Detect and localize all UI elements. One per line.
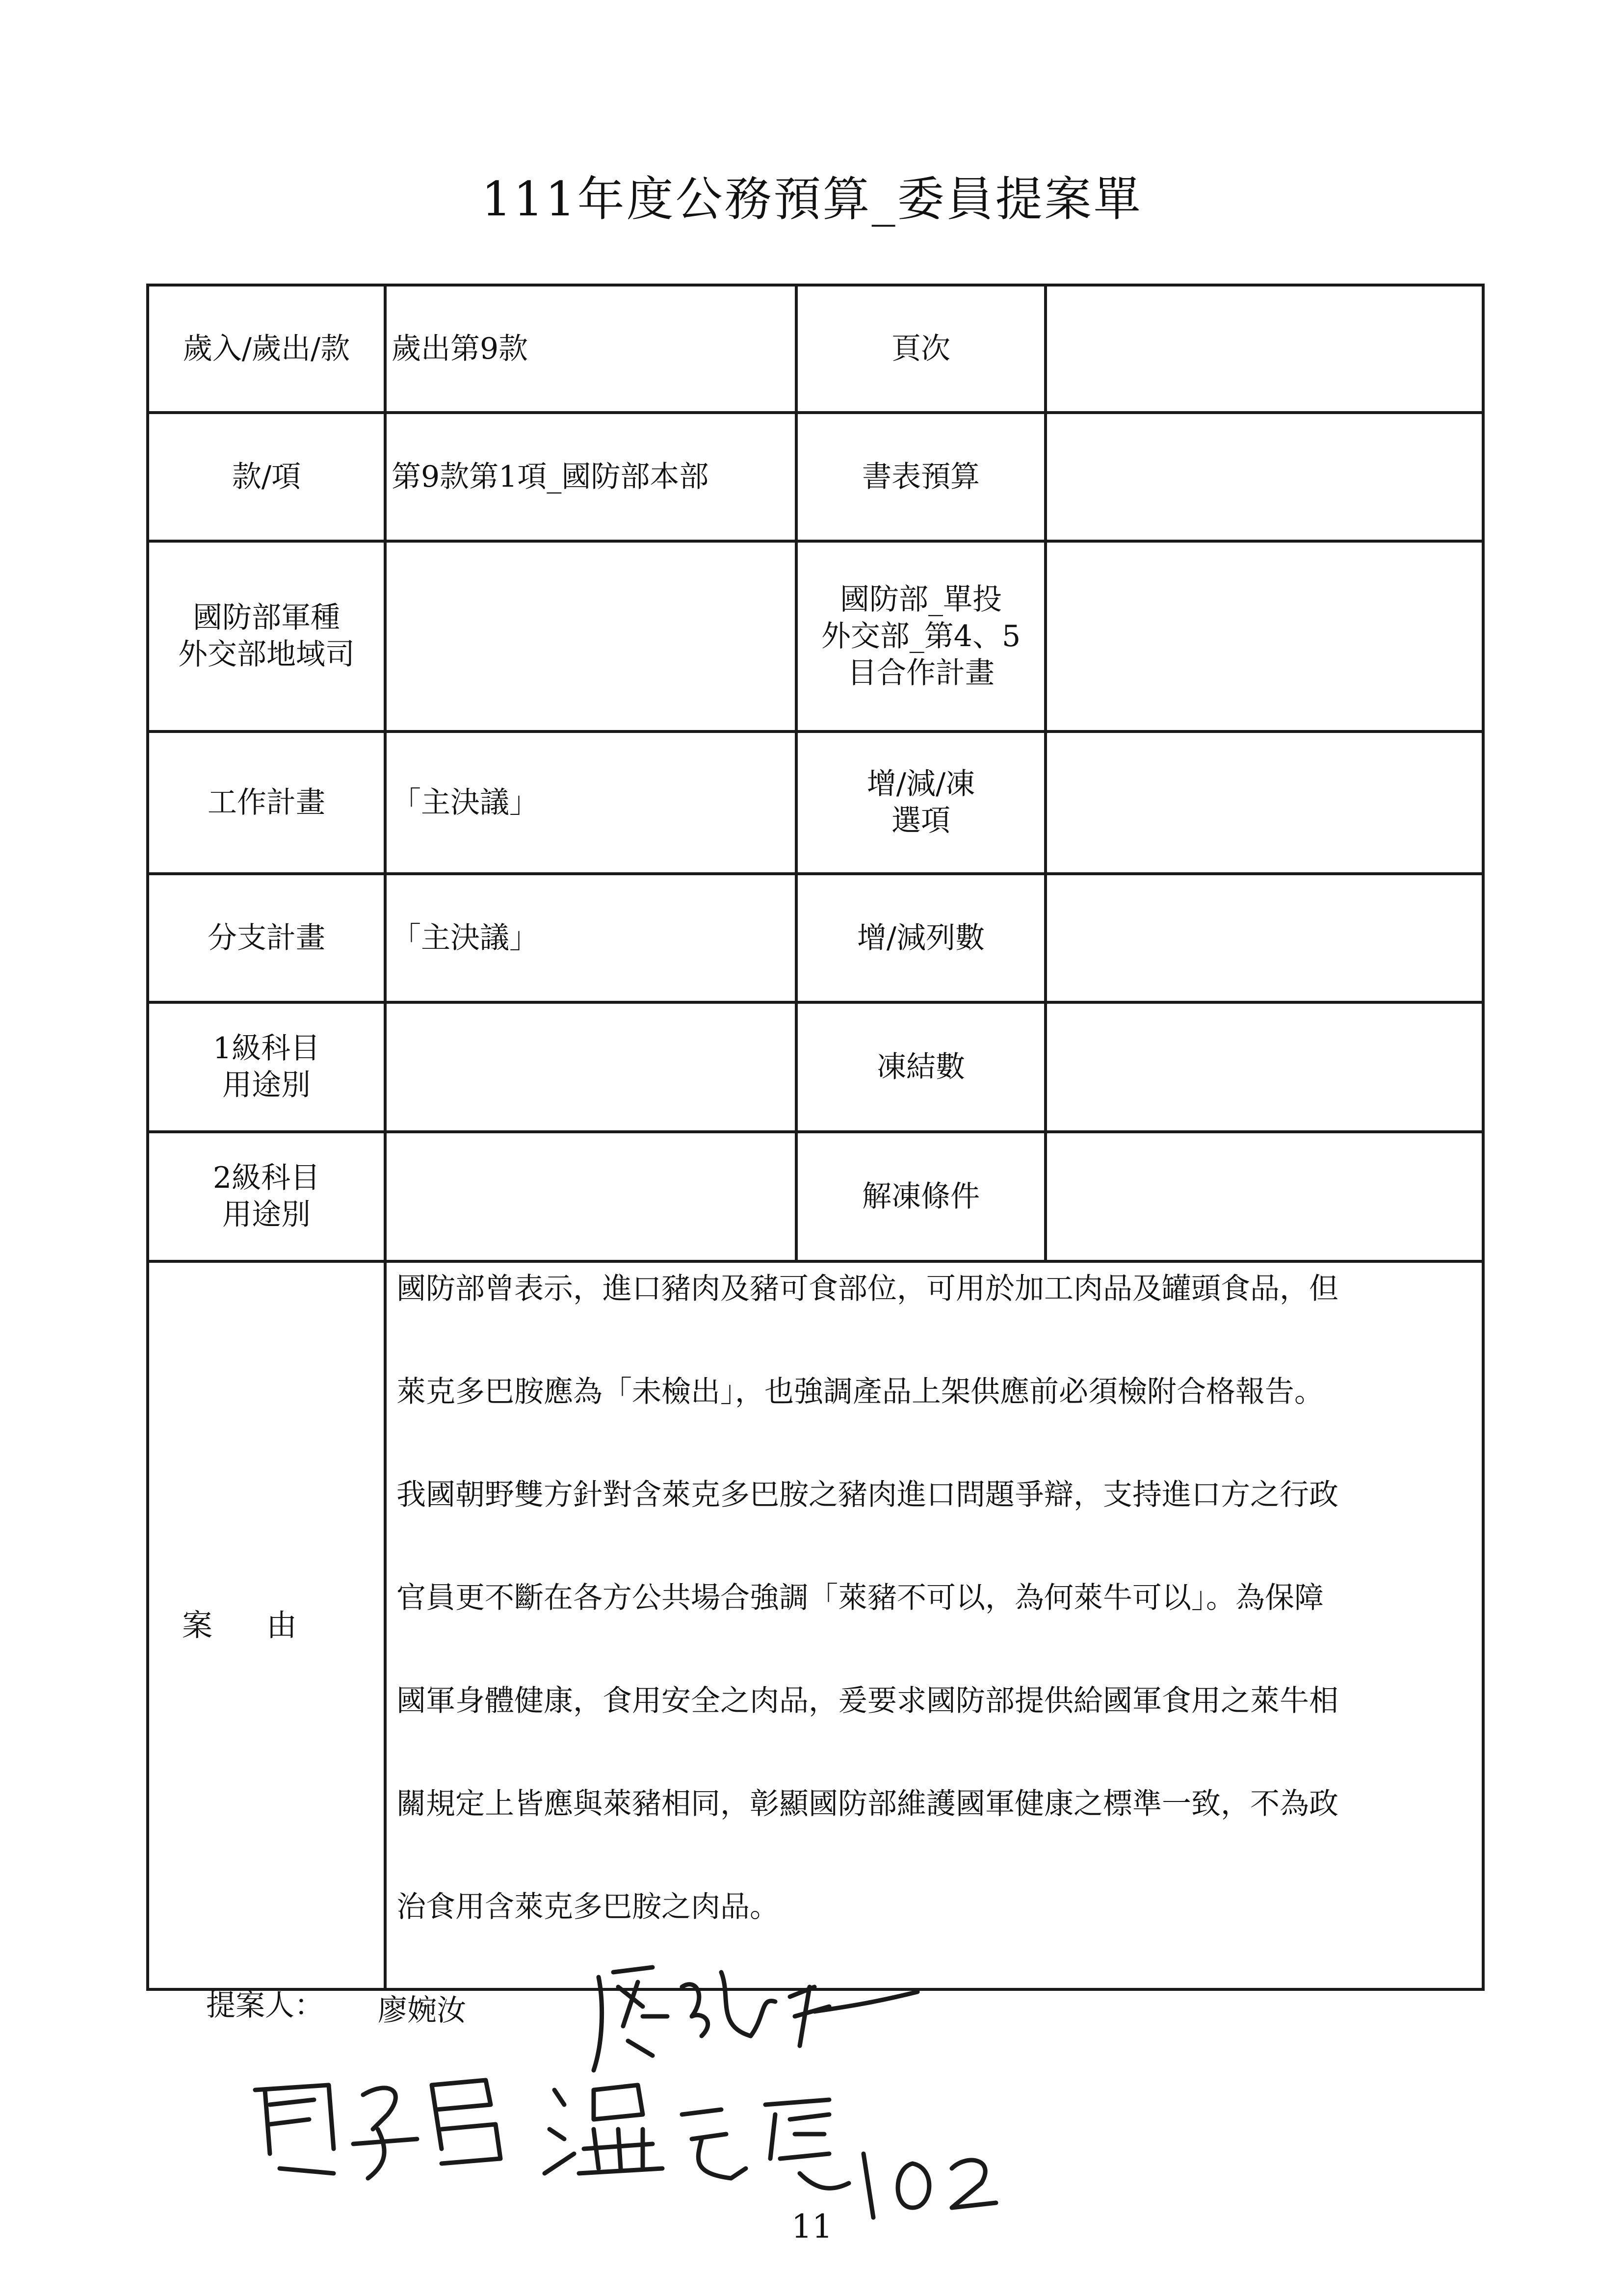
handwritten-signatures <box>211 1943 1124 2247</box>
row-work-plan <box>148 731 1483 874</box>
value-unit <box>385 541 796 731</box>
row-level2-account <box>148 1132 1483 1261</box>
reason-line: 國防部曾表示，進口豬肉及豬可食部位，可用於加工肉品及罐頭食品，但 <box>396 1272 1338 1306</box>
row-unit <box>148 541 1483 731</box>
label-adjust-option <box>796 731 1046 874</box>
value-work-plan: 「主決議」 <box>385 731 796 874</box>
label-adjust-option-line-2: 選項 <box>891 804 950 838</box>
label-program <box>796 541 1046 731</box>
value-section-item: 第9款第1項_國防部本部 <box>385 413 796 541</box>
label-level1-account-line-2: 用途別 <box>222 1068 311 1102</box>
label-program-line-2: 外交部_第4、5 <box>821 619 1021 653</box>
value-frozen-amount <box>1046 1002 1483 1132</box>
value-adjust-option <box>1046 731 1483 874</box>
label-unfreeze-condition: 解凍條件 <box>796 1132 1046 1261</box>
row-level1-account <box>148 1002 1483 1132</box>
page-title: 111年度公務預算_委員提案單 <box>481 172 1143 227</box>
reason-line: 國軍身體健康，食用安全之肉品，爰要求國防部提供給國軍食用之萊牛相 <box>396 1684 1338 1718</box>
label-level2-account-line-2: 用途別 <box>222 1198 311 1232</box>
label-statement-budget: 書表預算 <box>796 413 1046 541</box>
label-adjust-option-line-1: 增/減/凍 <box>866 767 975 801</box>
label-unit-line-2: 外交部地域司 <box>178 637 355 672</box>
value-branch-plan: 「主決議」 <box>385 874 796 1002</box>
reason-line: 治食用含萊克多巴胺之肉品。 <box>396 1890 779 1924</box>
value-adjust-amount <box>1046 874 1483 1002</box>
value-statement-budget <box>1046 413 1483 541</box>
row-branch-plan <box>148 874 1483 1002</box>
label-level2-account-line-1: 2級科目 <box>212 1161 320 1195</box>
label-level2-account <box>148 1132 385 1261</box>
label-level1-account-line-1: 1級科目 <box>212 1031 320 1066</box>
reason-line: 關規定上皆應與萊豬相同，彰顯國防部維護國軍健康之標準一致，不為政 <box>396 1787 1338 1821</box>
reason-line: 我國朝野雙方針對含萊克多巴胺之豬肉進口問題爭辯，支持進口方之行政 <box>396 1478 1338 1512</box>
page-number: 11 <box>791 2208 833 2245</box>
row-reason <box>148 1261 1483 1989</box>
row-budget-category <box>148 285 1483 413</box>
reason-line: 萊克多巴胺應為「未檢出」，也強調產品上架供應前必須檢附合格報告。 <box>396 1375 1324 1409</box>
label-level1-account <box>148 1002 385 1132</box>
label-unit <box>148 541 385 731</box>
value-level1-account <box>385 1002 796 1132</box>
value-program <box>1046 541 1483 731</box>
label-program-line-3: 目合作計畫 <box>847 655 995 690</box>
row-section-item <box>148 413 1483 541</box>
reason-line: 官員更不斷在各方公共場合強調「萊豬不可以，為何萊牛可以」。為保障 <box>396 1581 1324 1615</box>
proposer-name: 廖婉汝 <box>378 1993 466 2028</box>
label-unit-line-1: 國防部軍種 <box>193 600 340 635</box>
label-section-item: 款/項 <box>148 413 385 541</box>
label-program-line-1: 國防部_單投 <box>840 582 1002 617</box>
label-reason: 案由 <box>148 1261 385 1989</box>
value-level2-account <box>385 1132 796 1261</box>
reason-text <box>385 1261 1483 1989</box>
label-page: 頁次 <box>796 285 1046 413</box>
value-budget-category: 歲出第9款 <box>385 285 796 413</box>
label-budget-category: 歲入/歲出/款 <box>148 285 385 413</box>
value-unfreeze-condition <box>1046 1132 1483 1261</box>
label-work-plan: 工作計畫 <box>148 731 385 874</box>
label-branch-plan: 分支計畫 <box>148 874 385 1002</box>
label-frozen-amount: 凍結數 <box>796 1002 1046 1132</box>
proposal-form-table <box>146 284 1485 1991</box>
value-page <box>1046 285 1483 413</box>
label-adjust-amount: 增/減列數 <box>796 874 1046 1002</box>
proposer-label: 提案人： <box>206 1988 324 2023</box>
